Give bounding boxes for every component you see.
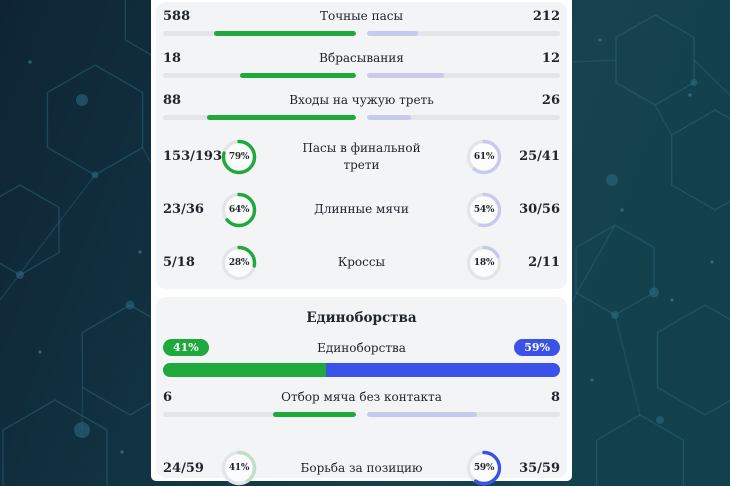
home-value: 88 [163,93,182,108]
stat-label: Пасы в финальной трети [302,141,421,172]
home-donut-percent: 28% [228,257,250,268]
away-value: 2/11 [528,255,560,270]
away-donut-percent: 61% [473,151,495,162]
home-value: 153/193 [163,149,223,164]
duels-card-title: Единоборства [306,310,417,326]
home-value: 18 [163,51,182,66]
stat-row-throw-ins [163,46,560,88]
home-donut-percent: 64% [228,204,250,215]
home-value: 24/59 [163,460,204,476]
away-value: 212 [532,9,560,24]
away-value: 35/59 [519,460,560,476]
stat-row-final-third-passes [163,130,560,183]
away-bar-fill [367,31,418,36]
stat-label: Точные пасы [319,9,404,23]
stat-label: Единоборства [317,340,406,355]
away-bar-track [367,31,560,36]
away-value: 30/56 [519,202,560,217]
home-donut-chart [221,245,257,281]
home-bar-track [163,73,356,78]
away-donut-chart [466,139,502,175]
away-bar-fill [367,412,477,417]
stat-row-final-third-entries [163,88,560,130]
stat-label: Отбор мяча без контакта [281,390,442,405]
home-value: 5/18 [163,255,195,270]
away-bar-track [367,115,560,120]
home-bar-fill [214,31,356,36]
away-donut-chart [466,245,502,281]
stat-row-accurate-passes [163,4,560,46]
away-bar-track [367,73,560,78]
home-value: 588 [163,9,191,24]
stat-row-crosses [163,236,560,289]
stat-label: Входы на чужую треть [289,93,434,107]
away-bar-fill [367,115,411,120]
away-percent-pill: 59% [514,339,560,356]
stat-label: Кроссы [337,255,386,270]
away-split-segment [326,363,560,377]
stat-label: Длинные мячи [314,202,409,217]
duels-split-header [163,339,560,356]
away-value: 25/41 [519,149,560,164]
home-bar-track [163,412,356,417]
home-bar-track [163,31,356,36]
home-donut-percent: 41% [228,463,250,474]
duels-split-bar [163,363,560,377]
away-donut-chart [466,192,502,228]
home-donut-percent: 79% [228,151,250,162]
home-value: 23/36 [163,202,204,217]
stats-panel [151,0,572,481]
home-value: 6 [163,390,173,406]
away-donut-percent: 59% [473,463,495,474]
home-bar-fill [240,73,356,78]
away-donut-percent: 18% [473,257,495,268]
away-bar-fill [367,73,444,78]
stat-label: Вбрасывания [319,51,404,65]
away-donut-percent: 54% [473,204,495,215]
passing-stats-card [156,2,567,289]
home-donut-chart [221,450,257,486]
away-value: 8 [550,390,560,406]
away-value: 26 [541,93,560,108]
home-donut-chart [221,139,257,175]
stat-row-positional-battle [163,438,560,486]
home-bar-fill [273,412,356,417]
home-bar-fill [207,115,356,120]
home-bar-track [163,115,356,120]
home-donut-chart [221,192,257,228]
home-percent-pill: 41% [163,339,209,356]
away-bar-track [367,412,560,417]
away-donut-chart [466,450,502,486]
duels-card [156,297,567,478]
stat-row-long-balls [163,183,560,236]
stat-row-tackles-without-contact [163,390,560,432]
stat-label: Борьба за позицию [300,461,423,476]
home-split-segment [163,363,326,377]
away-value: 12 [541,51,560,66]
